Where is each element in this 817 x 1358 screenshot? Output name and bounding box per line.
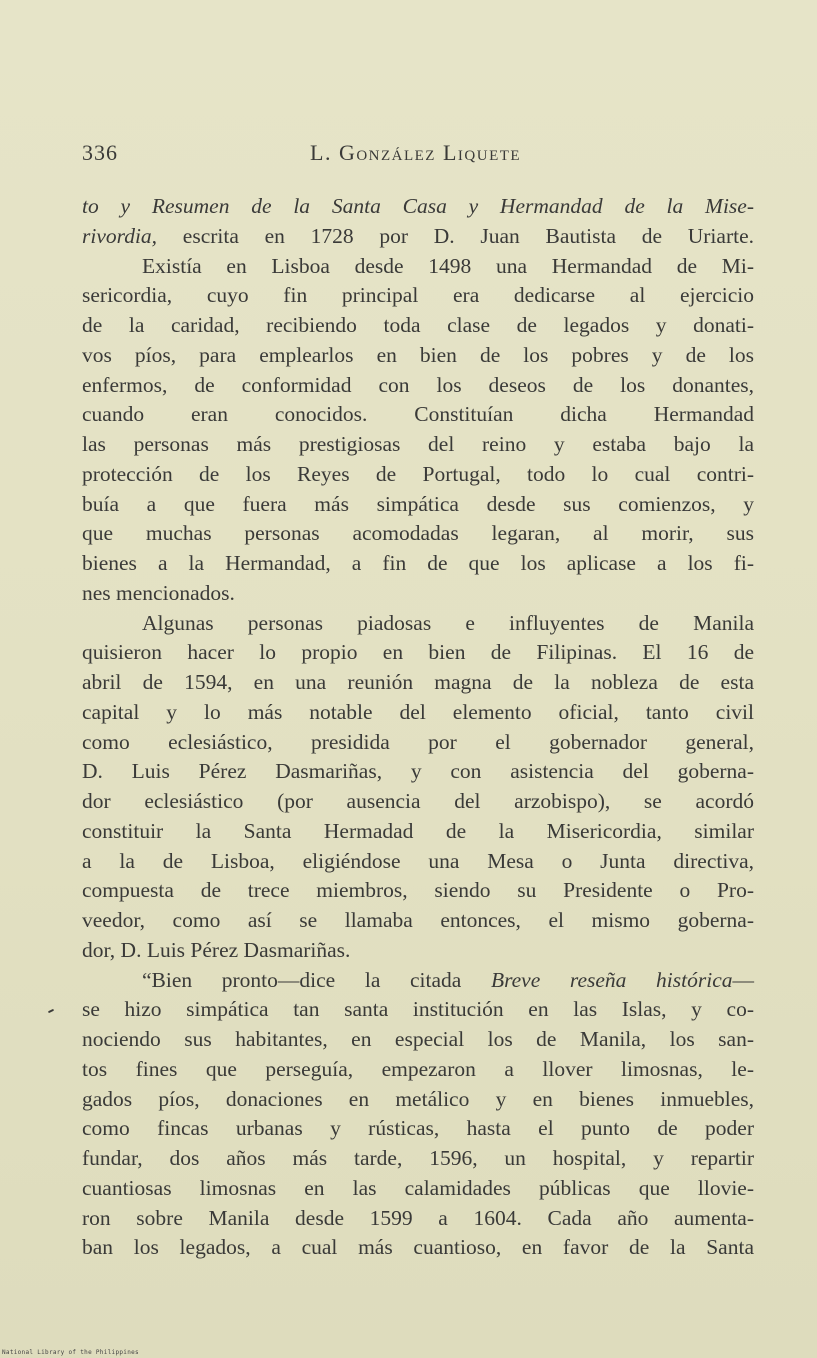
text-line [82,728,754,758]
page-header [82,140,762,174]
text-line [82,490,754,520]
text-line [82,668,754,698]
text-line [82,757,754,787]
text-segment: nes mencionados. [82,580,235,605]
text-line [82,906,754,936]
text-segment: quisieron hacer lo propio en bien de Filipinas. El 16 de [82,640,754,665]
text-segment: Algunas personas piadosas e influyentes de Manila [142,610,754,635]
page-number: 336 [82,140,118,165]
text-segment: enfermos, de conformidad con los deseos de los donantes, [82,372,754,397]
italic-text: rivordia, [82,223,158,248]
text-line [82,1174,754,1204]
text-line [82,638,754,668]
text-segment: dor eclesiástico (por ausencia del arzobispo), se acordó [82,789,754,813]
ink-speck [48,1009,54,1013]
text-line [82,192,754,222]
text-line [82,519,754,549]
text-line [82,936,754,966]
text-segment: de la caridad, recibiendo toda clase de legados y donati- [82,313,754,337]
text-line [82,1233,754,1263]
text-line [82,609,754,639]
text-segment: D. Luis Pérez Dasmariñas, y con asistencia del goberna- [82,759,754,784]
text-segment: bienes a la Hermandad, a fin de que los aplicase a los fi- [82,551,754,575]
text-line [82,995,754,1025]
text-line [82,549,754,579]
text-segment: abril de 1594, en una reunión magna de la nobleza de esta [82,670,754,694]
text-segment: cuando eran conocidos. Constituían dicha Hermandad [82,402,754,427]
text-segment: como eclesiástico, presidida por el gobernador general, [82,729,754,754]
text-segment: que muchas personas acomodadas legaran, al morir, sus [82,521,754,546]
text-line [82,579,754,609]
text-segment: a la de Lisboa, eligiéndose una Mesa o Junta directiva, [82,848,754,873]
library-credit: National Library of the Philippines [2,1349,139,1356]
text-line [82,876,754,906]
text-line [82,252,754,282]
text-segment: escrita en 1728 por D. Juan Bautista de Uriarte. [157,223,754,248]
text-line [82,222,754,252]
text-segment: ron sobre Manila desde 1599 a 1604. Cada año aumenta- [82,1205,754,1230]
text-segment: como fincas urbanas y rústicas, hasta el punto de poder [82,1116,754,1141]
text-segment: protección de los Reyes de Portugal, todo lo cual contri- [82,461,754,486]
text-segment: dor, D. Luis Pérez Dasmariñas. [82,937,351,962]
body-text [82,192,754,1263]
text-line [82,787,754,817]
text-line [82,1055,754,1085]
text-segment: constituir la Santa Hermadad de la Misericordia, similar [82,818,754,843]
text-line [82,371,754,401]
text-line [82,311,754,341]
text-segment: cuantiosas limosnas en las calamidades públicas que llovie- [82,1175,754,1200]
italic-text: to y Resumen de la Santa Casa y Hermandad de la Mise- [82,194,754,218]
text-segment: buía a que fuera más simpática desde sus comienzos, y [82,491,754,516]
text-line [82,1204,754,1234]
text-segment: sericordia, cuyo fin principal era dedicarse al ejercicio [82,283,754,308]
text-segment: se hizo simpática tan santa institución en las Islas, y co- [82,997,754,1022]
text-line [82,460,754,490]
text-segment: — [732,967,754,992]
text-segment: gados píos, donaciones en metálico y en bienes inmuebles, [82,1086,754,1111]
text-line [82,341,754,371]
text-segment: capital y lo más notable del elemento oficial, tanto civil [82,699,754,724]
text-segment: tos fines que perseguía, empezaron a llover limosnas, le- [82,1056,754,1081]
text-segment: las personas más prestigiosas del reino y estaba bajo la [82,432,754,456]
text-line [82,281,754,311]
italic-text: Breve reseña histórica [490,967,733,992]
text-segment: vos píos, para emplearlos en bien de los pobres y de los [82,342,754,367]
text-segment: nociendo sus habitantes, en especial los de Manila, los san- [82,1027,754,1051]
text-segment: compuesta de trece miembros, siendo su Presidente o Pro- [82,878,754,903]
text-line [82,1085,754,1115]
text-line [82,1144,754,1174]
text-line [82,847,754,877]
running-head: L. González Liquete [310,140,522,165]
text-line [82,1025,754,1055]
text-segment: “Bien pronto—dice la citada [142,967,491,992]
text-line [82,1114,754,1144]
text-line [82,966,754,996]
text-segment: fundar, dos años más tarde, 1596, un hospital, y repartir [82,1146,754,1170]
text-line [82,400,754,430]
text-segment: ban los legados, a cual más cuantioso, en favor de la Santa [82,1235,754,1260]
text-line [82,817,754,847]
text-segment: veedor, como así se llamaba entonces, el mismo goberna- [82,908,754,932]
text-line [82,430,754,460]
text-line [82,698,754,728]
text-segment: Existía en Lisboa desde 1498 una Hermandad de Mi- [142,253,754,278]
